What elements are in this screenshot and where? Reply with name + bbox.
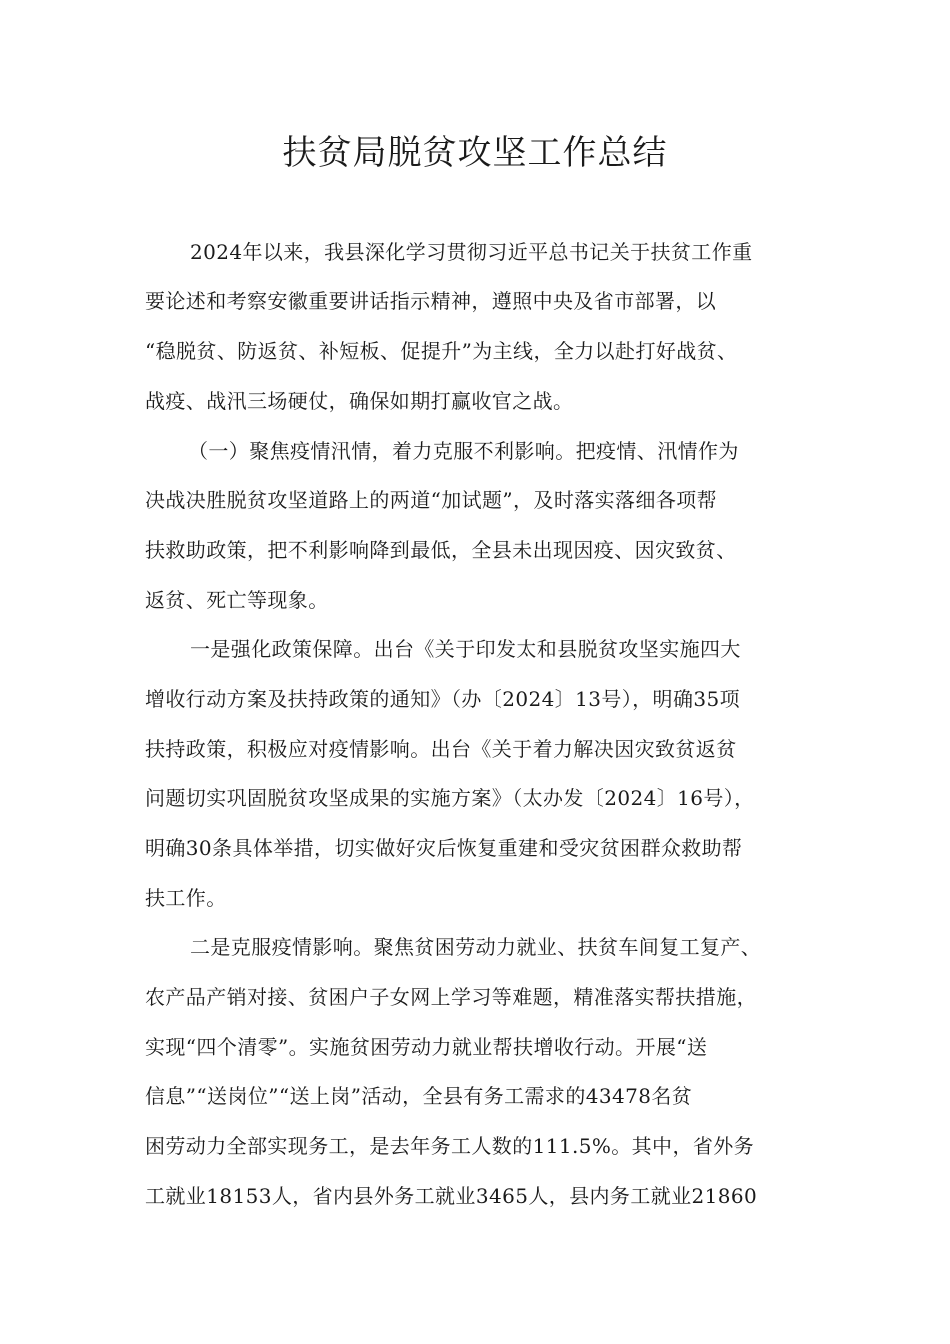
paragraph-line: 增收行动方案及扶持政策的通知》（办〔2024〕13号），明确35项 [145,687,740,711]
paragraph-line: 工就业18153人，省内县外务工就业3465人，县内务工就业21860 [145,1184,758,1208]
document-title: 扶贫局脱贫攻坚工作总结 [282,133,668,173]
paragraph-line: 信息”“送岗位”“送上岗”活动，全县有务工需求的43478名贫 [145,1084,693,1108]
paragraph-line: 扶救助政策，把不利影响降到最低，全县未出现因疫、因灾致贫、 [145,538,737,562]
paragraph-line: 困劳动力全部实现务工，是去年务工人数的111.5%。其中，省外务 [145,1134,755,1158]
paragraph-line: 明确30条具体举措，切实做好灾后恢复重建和受灾贫困群众救助帮 [145,836,743,860]
paragraph-line: 扶工作。 [145,886,227,910]
paragraph-line: 2024年以来，我县深化学习贯彻习近平总书记关于扶贫工作重 [190,240,753,264]
paragraph-line: 实现“四个清零”。实施贫困劳动力就业帮扶增收行动。开展“送 [145,1035,708,1059]
paragraph-line: 农产品产销对接、贫困户子女网上学习等难题，精准落实帮扶措施， [145,985,757,1009]
paragraph-line: 要论述和考察安徽重要讲话指示精神，遵照中央及省市部署，以 [145,289,717,313]
paragraph-line: 问题切实巩固脱贫攻坚成果的实施方案》（太办发〔2024〕16号）， [145,786,755,810]
paragraph-line: 返贫、死亡等现象。 [145,588,329,612]
paragraph-line: “稳脱贫、防返贫、补短板、促提升”为主线，全力以赴打好战贫、 [145,339,738,363]
paragraph-line: 二是克服疫情影响。聚焦贫困劳动力就业、扶贫车间复工复产、 [190,935,762,959]
paragraph-line: 一是强化政策保障。出台《关于印发太和县脱贫攻坚实施四大 [190,637,741,661]
paragraph-line: 扶持政策，积极应对疫情影响。出台《关于着力解决因灾致贫返贫 [145,737,737,761]
paragraph-line: 战疫、战汛三场硬仗，确保如期打赢收官之战。 [145,389,574,413]
paragraph-line: 决战决胜脱贫攻坚道路上的两道“加试题”，及时落实落细各项帮 [145,488,718,512]
paragraph-line: （一）聚焦疫情汛情，着力克服不利影响。把疫情、汛情作为 [188,439,739,463]
